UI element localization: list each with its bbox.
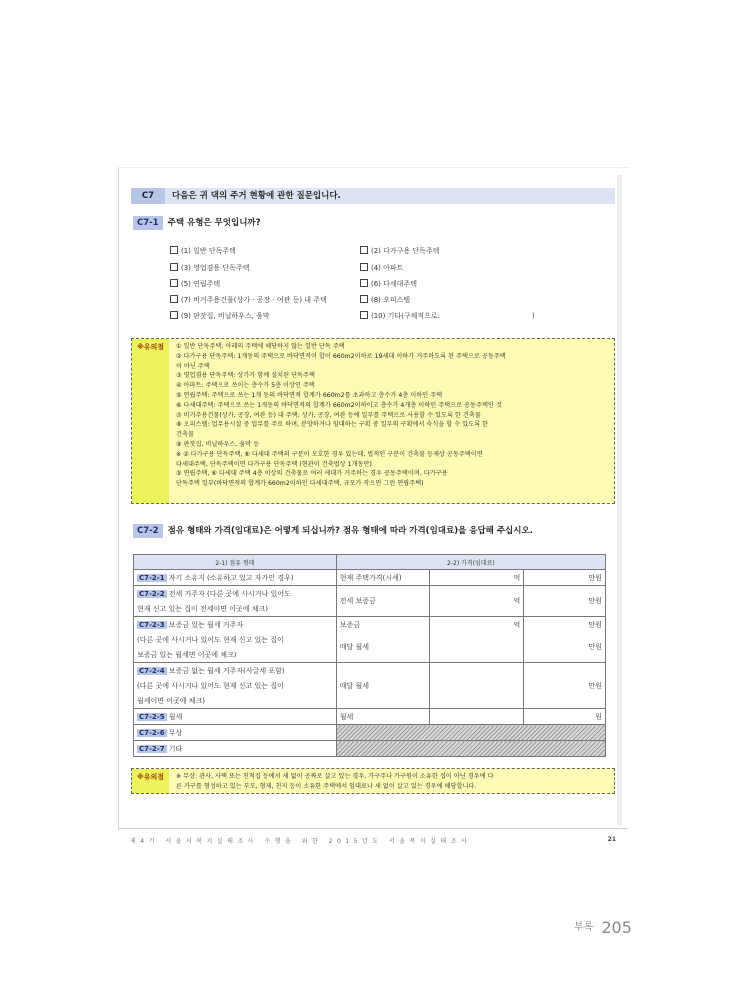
price-input-manwon[interactable]: 만원: [524, 570, 606, 586]
price-input-manwon[interactable]: 만원: [524, 663, 606, 709]
page-section-label: 부록: [574, 922, 594, 933]
option-checkbox[interactable]: (3) 영업겸용 단독주택: [170, 263, 249, 273]
page-number: 205: [601, 918, 632, 937]
option-checkbox[interactable]: (4) 아파트: [360, 263, 403, 273]
option-checkbox[interactable]: (9) 판잣집, 비닐하우스, 움막: [170, 311, 270, 321]
sheet-footer: [130, 836, 616, 845]
checkbox-icon[interactable]: [360, 295, 368, 303]
subquestion-tag: C7-2: [133, 524, 163, 538]
sheet-right-shadow: [617, 175, 622, 825]
checkbox-icon[interactable]: [170, 263, 178, 271]
sheet-footer-text: 제4기 서울시복지실태조사 수행을 위한 2015년도 서울복지실태조사: [130, 838, 472, 845]
price-label: 현재 주택가격(시세): [336, 570, 429, 586]
caution-note-housing-types: [131, 338, 615, 504]
table-header-price: 2-2) 가격(임대료): [336, 555, 605, 570]
page-footer: [574, 918, 632, 937]
option-checkbox[interactable]: (5) 연립주택: [170, 279, 220, 289]
caution-lines: ① 일반 단독주택: 아래의 주택에 해당하지 않는 일반 단독 주택 ② 다가구용 단독주택: 1개동의 주택으로 바닥면적이 합이 660m2이하로 19세대 이하가 거주하도록 된 주택으로 공동주택 이 아닌 주택 ③ 영업겸용 단독주택: 상가가 함께 설치된 단독주택 ④ 아파트: 주택으로 쓰이는 층수가 5층 이상인 주택 ⑤ 연립주택: 주택으로 쓰는 1개 동의 바닥면적 합계가 660m2를 초과하고 층수가 4층 이하인 주택 ⑥ 다세대주택: 주택으로 쓰는 1개동의 바닥면적의 합계가 660m2이하이고 층수가 4개층 이하인 주택으로 공동주택인 것 ⑦ 비거주용건물(상가, 공장, 여관 등) 내 주택: 상가, 공장, 여관 등에 일부를 주택으로 사용할 수 있도록 한 건축물 ⑧ 오피스텔: 업무용시설 중 업무를 주로 하며, 분양하거나 임대하는 구획 중 일부의 구획에서 숙식을 할 수 있도록 한 건축물 ⑨ 판잣집, 비닐하우스, 움막 등 ※ ② 다가구용 단독주택, ⑥ 다세대 주택의 구분이 모호한 경우 있는데, 법적인 구분이 건축물 등재상 공동주택이면 다세대주택, 단독주택이면 다가구용 단독주택 (현관이 건축법상 1개동만) ⑤ 연립주택, ⑥ 다세대 주택 4층 이상의 건축물로 여러 세대가 거주하는 경우 공동주택이며, 다가구용 단독주택 일부(바닥면적의 합계가 660m2이하인 다세대주택, 규모가 작으면 그런 연립주택): [176, 343, 506, 488]
price-label: 매달 월세: [336, 632, 429, 663]
checkbox-icon[interactable]: [360, 311, 368, 319]
option-checkbox[interactable]: (1) 일반 단독주택: [170, 246, 236, 256]
table-row: 현재 신고 있는 집이 전세이면 이곳에 체크): [134, 601, 606, 617]
table-row[interactable]: (다른 곳에 사시거나 있어도 현재 신고 있는 집이 매달 월세 만원: [134, 632, 606, 647]
table-row: 월세이면 이곳에 체크): [134, 693, 606, 709]
checkbox-icon[interactable]: [360, 279, 368, 287]
row-code: C7-2-2: [139, 589, 165, 598]
table-row[interactable]: C7-2-2 전세 거주자 (다른 곳에 사시거나 있어도 전세 보증금 억 만원: [134, 586, 606, 602]
sheet-footer-rule: [118, 828, 628, 829]
price-input-eok[interactable]: 억: [429, 617, 524, 633]
table-header-tenure: 2-1) 점유 형태: [134, 555, 337, 570]
checkbox-icon[interactable]: [170, 311, 178, 319]
option-checkbox[interactable]: (6) 다세대주택: [360, 279, 417, 289]
table-row[interactable]: C7-2-5 월세 월세 원: [134, 709, 606, 725]
table-row[interactable]: C7-2-6 무상: [134, 725, 606, 741]
option-checkbox[interactable]: (10) 기타(구체적으로:: [360, 311, 440, 321]
price-input-manwon[interactable]: 만원: [524, 632, 606, 663]
subquestion-tag: C7-1: [133, 216, 163, 230]
price-input-won[interactable]: 원: [524, 709, 606, 725]
checkbox-icon[interactable]: [170, 246, 178, 254]
row-code: C7-2-3: [139, 620, 165, 629]
caution-label: ※유의점: [132, 769, 169, 793]
caution-note-free-housing: [131, 768, 615, 794]
checkbox-icon[interactable]: [360, 263, 368, 271]
table-row[interactable]: C7-2-7 기타: [134, 741, 606, 757]
subquestion-title: 주택 유형은 무엇입니까?: [167, 218, 261, 228]
question-title: 다음은 귀 댁의 주거 현황에 관한 질문입니다.: [172, 191, 341, 201]
option-checkbox[interactable]: (8) 오피스텔: [360, 295, 410, 305]
row-code: C7-2-1: [139, 573, 165, 582]
question-c7-2: [133, 524, 533, 538]
row-code: C7-2-4: [139, 666, 165, 675]
price-label: 매달 월세: [336, 663, 429, 709]
hatched-not-applicable: [336, 725, 605, 741]
price-input-manwon[interactable]: 만원: [524, 586, 606, 617]
tenure-price-table: [133, 554, 606, 757]
price-input-manwon[interactable]: 만원: [524, 617, 606, 633]
checkbox-icon[interactable]: [360, 246, 368, 254]
row-code: C7-2-5: [139, 712, 165, 721]
table-row: 보증금 있는 월세면 이곳에 체크): [134, 647, 606, 663]
caution-lines: ※ 무상: 관사, 사택 또는 친척집 등에서 세 없이 공짜로 살고 있는 경우, 가구주나 가구원이 소유한 집이 아닌 경우에 다 른 가구를 형성하고 있는 부모, 형제, 친지 등이 소유한 주택에서 임대료나 세 없이 살고 있는 경우에 해당합니다.: [176, 773, 494, 790]
price-label: 전세 보증금: [336, 586, 429, 617]
price-input-eok[interactable]: 억: [429, 570, 524, 586]
hatched-not-applicable: [336, 741, 605, 757]
checkbox-icon[interactable]: [170, 295, 178, 303]
price-label: 월세: [336, 709, 429, 725]
sheet-page-number: 21: [607, 836, 616, 843]
table-row[interactable]: C7-2-3 보증금 있는 월세 거주자 보증금 억 만원: [134, 617, 606, 633]
price-label: 보증금: [336, 617, 429, 633]
row-code: C7-2-7: [139, 744, 165, 753]
option-checkbox[interactable]: (2) 다가구용 단독주택: [360, 246, 439, 256]
table-row[interactable]: C7-2-4 보증금 없는 월세 거주자(사글세 포함) 매달 월세 만원: [134, 663, 606, 679]
option-other-close-paren: ): [532, 312, 535, 320]
option-checkbox[interactable]: (7) 비거주용건물(상가 · 공장 · 여관 등) 내 주택: [170, 295, 327, 305]
table-row: (다른 곳에 사시거나 있어도 현재 신고 있는 집이: [134, 678, 606, 693]
question-c7-1: [133, 216, 261, 230]
question-c7-header: [131, 188, 615, 204]
table-row[interactable]: C7-2-1 자기 소유지 (소유하고 있고 자가인 경우) 현재 주택가격(시세) 억 만원: [134, 570, 606, 586]
question-tag: C7: [131, 188, 165, 204]
caution-label: ※유의점: [132, 339, 169, 503]
row-code: C7-2-6: [139, 728, 165, 737]
subquestion-title: 점유 형태와 가격(임대료)은 어떻게 되십니까? 점유 형태에 따라 가격(임대료)을 응답해 주십시오.: [167, 526, 533, 536]
checkbox-icon[interactable]: [170, 279, 178, 287]
table-header-row: [134, 555, 606, 570]
price-input-eok[interactable]: 억: [429, 586, 524, 617]
